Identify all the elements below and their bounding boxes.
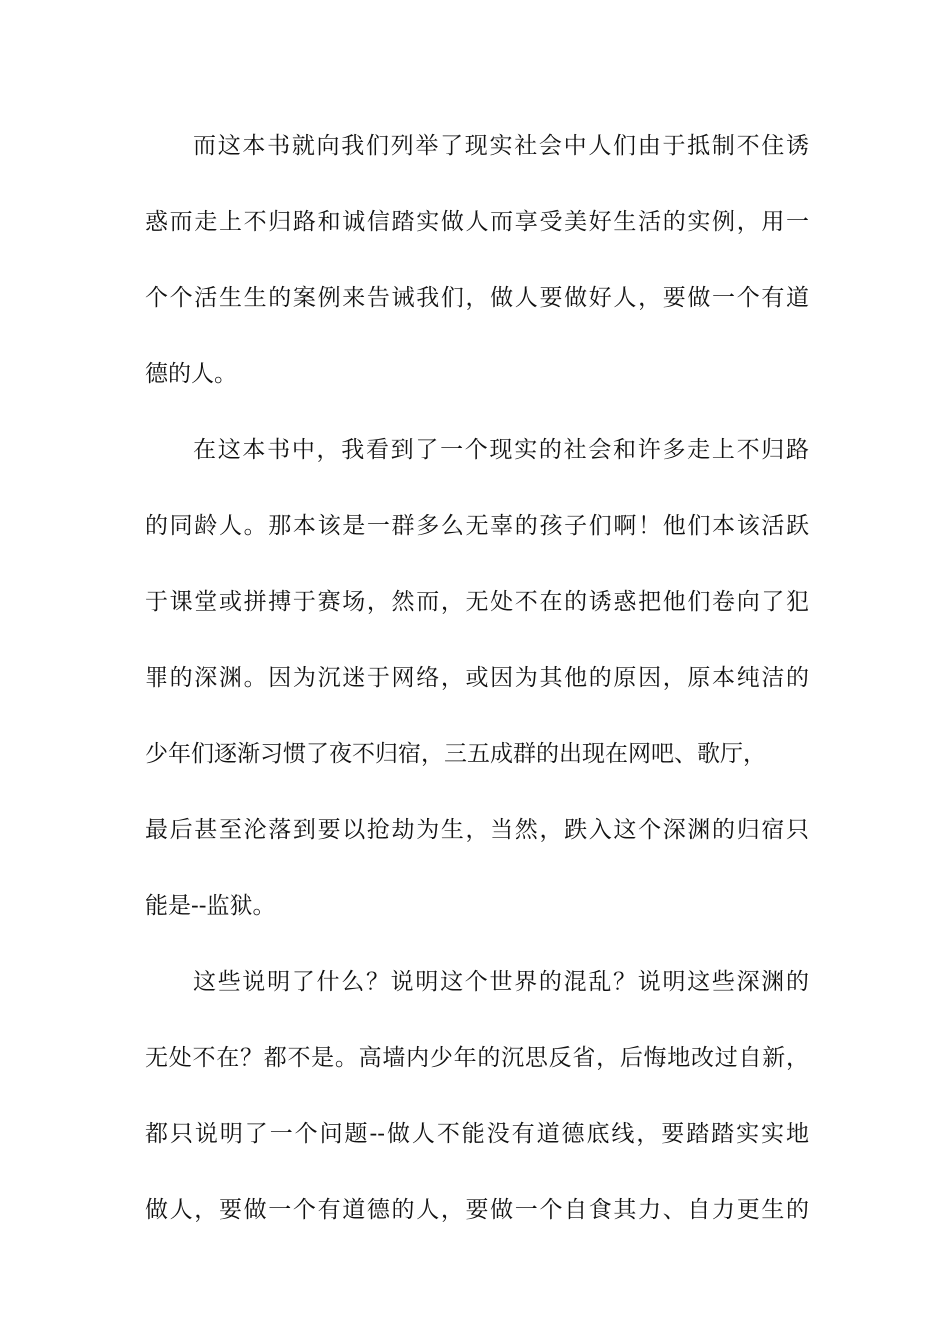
paragraph-2-line-5: 少年们逐渐习惯了夜不归宿，三五成群的出现在网吧、歌厅， <box>145 741 766 767</box>
paragraph-2-line-4: 罪的深渊。因为沉迷于网络，或因为其他的原因，原本纯洁的 <box>145 665 809 691</box>
paragraph-3-line-2: 无处不在？都不是。高墙内少年的沉思反省，后悔地改过自新， <box>145 1045 809 1071</box>
paragraph-1-line-2: 惑而走上不归路和诚信踏实做人而享受美好生活的实例，用一 <box>145 209 809 235</box>
paragraph-2-line-7: 能是--监狱。 <box>145 893 276 919</box>
paragraph-2-line-3: 于课堂或拼搏于赛场，然而，无处不在的诱惑把他们卷向了犯 <box>145 589 809 615</box>
paragraph-3-line-1: 这些说明了什么？说明这个世界的混乱？说明这些深渊的 <box>193 969 809 995</box>
paragraph-2-line-2: 的同龄人。那本该是一群多么无辜的孩子们啊！他们本该活跃 <box>145 513 809 539</box>
paragraph-1-line-4: 德的人。 <box>145 361 237 387</box>
paragraph-2-line-1: 在这本书中，我看到了一个现实的社会和许多走上不归路 <box>193 437 809 463</box>
paragraph-1-line-3: 个个活生生的案例来告诫我们，做人要做好人，要做一个有道 <box>145 285 809 311</box>
paragraph-2-line-6: 最后甚至沦落到要以抢劫为生，当然，跌入这个深渊的归宿只 <box>145 817 809 843</box>
paragraph-1-line-1: 而这本书就向我们列举了现实社会中人们由于抵制不住诱 <box>193 133 809 159</box>
paragraph-3-line-4: 做人，要做一个有道德的人，要做一个自食其力、自力更生的 <box>145 1197 809 1223</box>
paragraph-3-line-3: 都只说明了一个问题--做人不能没有道德底线，要踏踏实实地 <box>145 1121 809 1147</box>
